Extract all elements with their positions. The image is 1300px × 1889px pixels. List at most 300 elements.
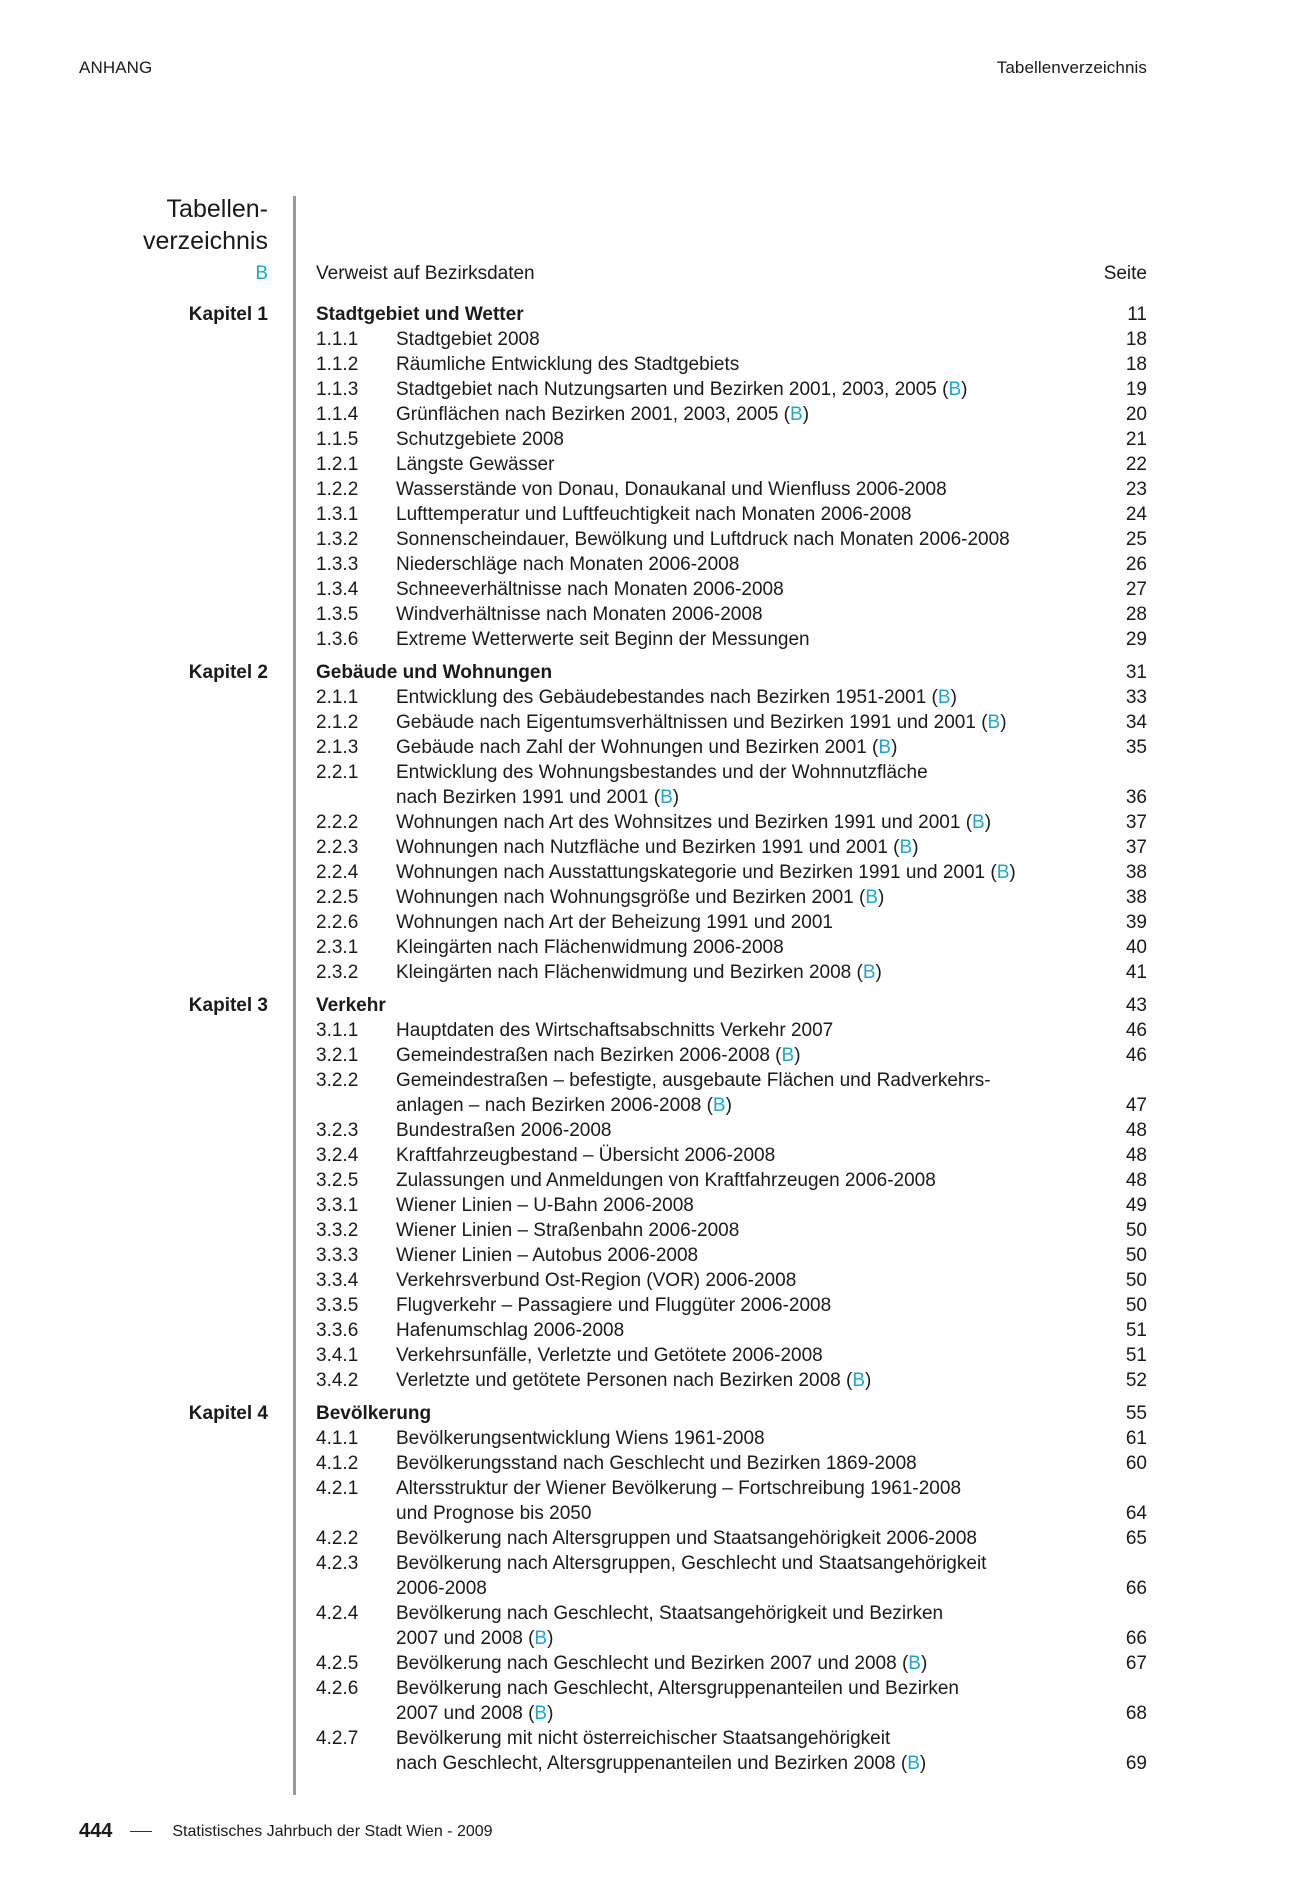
- table-page: 47: [1125, 1095, 1147, 1116]
- table-number: 3.2.1: [316, 1045, 359, 1066]
- district-data-marker: B: [781, 1045, 795, 1066]
- table-title: [396, 1726, 890, 1751]
- chapter-page: 11: [1127, 304, 1147, 325]
- table-title: [396, 1293, 831, 1318]
- table-number: 2.1.2: [316, 712, 359, 733]
- table-title: nach Bezirken 1991 und 2001 (B): [396, 787, 680, 808]
- table-title-text: Bevölkerung nach Geschlecht und Bezirken 2007 und 2008: [396, 1653, 897, 1674]
- table-title-text: anlagen – nach Bezirken 2006-2008: [396, 1095, 702, 1116]
- table-title-text: Wiener Linien – Autobus 2006-2008: [396, 1245, 699, 1266]
- table-title: [396, 527, 1010, 552]
- table-of-contents: [0, 302, 1300, 1784]
- table-title: [396, 1118, 612, 1143]
- footer-dash: [130, 1831, 152, 1833]
- table-title-text: Lufttemperatur und Luftfeuchtigkeit nach Monaten 2006-2008: [396, 504, 912, 525]
- district-data-marker: B: [534, 1628, 548, 1649]
- table-number: 2.1.1: [316, 687, 359, 708]
- table-page: 18: [1125, 329, 1147, 350]
- table-title: Wohnungen nach Art des Wohnsitzes und Bezirken 1991 und 2001 (B): [396, 812, 992, 833]
- table-title-text: Kraftfahrzeugbestand – Übersicht 2006-2008: [396, 1145, 776, 1166]
- table-title-text: Bevölkerung nach Altersgruppen und Staatsangehörigkeit 2006-2008: [396, 1528, 977, 1549]
- district-data-marker: B: [660, 787, 673, 808]
- chapter-label: Kapitel 2: [188, 662, 268, 683]
- legend-row: [316, 263, 1147, 288]
- chapter-section: [0, 1401, 1300, 1776]
- toc-entry-row: [0, 960, 1300, 985]
- table-number: 1.1.2: [316, 354, 359, 375]
- legend-text: Verweist auf Bezirksdaten: [316, 263, 535, 284]
- table-title: [396, 1526, 977, 1551]
- chapter-label: Kapitel 1: [188, 304, 268, 325]
- table-page: 33: [1125, 687, 1147, 708]
- toc-entry-row: [0, 352, 1300, 377]
- table-number: 2.3.1: [316, 937, 359, 958]
- page-column-header: Seite: [1103, 263, 1147, 284]
- table-number: 3.3.2: [316, 1220, 359, 1241]
- table-title: Wohnungen nach Ausstattungskategorie und Bezirken 1991 und 2001 (B): [396, 862, 1016, 883]
- toc-entry-row: [0, 1501, 1300, 1526]
- table-number: 2.2.6: [316, 912, 359, 933]
- chapter-label: Kapitel 3: [188, 995, 268, 1016]
- table-title: Bevölkerung nach Geschlecht und Bezirken 2007 und 2008 (B): [396, 1653, 928, 1674]
- toc-entry-row: [0, 1476, 1300, 1501]
- table-title: [396, 1143, 775, 1168]
- toc-entry-row: [0, 1093, 1300, 1118]
- table-title: [396, 1268, 796, 1293]
- table-title-text: 2007 und 2008: [396, 1703, 523, 1724]
- page-number: 444: [79, 1820, 113, 1842]
- table-page: 35: [1125, 737, 1147, 758]
- table-page: 68: [1125, 1703, 1147, 1724]
- table-page: 23: [1125, 479, 1147, 500]
- table-number: 3.3.6: [316, 1320, 359, 1341]
- running-header-title: Tabellenverzeichnis: [996, 58, 1147, 77]
- table-number: 3.3.4: [316, 1270, 359, 1291]
- table-title-text: Bevölkerung mit nicht österreichischer Staatsangehörigkeit: [396, 1728, 891, 1749]
- table-title: [396, 1068, 991, 1093]
- table-page: 60: [1125, 1453, 1147, 1474]
- table-title-text: Niederschläge nach Monaten 2006-2008: [396, 554, 740, 575]
- chapter-section: [0, 660, 1300, 985]
- table-title-text: nach Bezirken 1991 und 2001: [396, 787, 649, 808]
- table-title-text: Bundestraßen 2006-2008: [396, 1120, 612, 1141]
- table-title-text: Bevölkerung nach Geschlecht, Staatsangehörigkeit und Bezirken: [396, 1603, 944, 1624]
- district-data-marker: B: [908, 1653, 921, 1674]
- toc-entry-row: [0, 1726, 1300, 1751]
- toc-entry-row: [0, 427, 1300, 452]
- chapter-heading-row: [0, 1401, 1300, 1426]
- toc-entry-row: [0, 1118, 1300, 1143]
- table-title-text: Gebäude nach Eigentumsverhältnissen und Bezirken 1991 und 2001: [396, 712, 976, 733]
- table-page: 22: [1125, 454, 1147, 475]
- table-number: 3.4.1: [316, 1345, 359, 1366]
- table-number: 1.3.5: [316, 604, 359, 625]
- table-title-text: und Prognose bis 2050: [396, 1503, 592, 1524]
- toc-entry-row: [0, 1368, 1300, 1393]
- chapter-page: 43: [1125, 995, 1147, 1016]
- toc-entry-row: [0, 1143, 1300, 1168]
- table-title: 2007 und 2008 (B): [396, 1628, 554, 1649]
- table-number: 4.2.7: [316, 1728, 359, 1749]
- table-title-text: Entwicklung des Wohnungsbestandes und der Wohnnutzfläche: [396, 762, 928, 783]
- toc-entry-row: [0, 1576, 1300, 1601]
- table-title-text: Wasserstände von Donau, Donaukanal und Wienfluss 2006-2008: [396, 479, 947, 500]
- table-title: Gemeindestraßen nach Bezirken 2006-2008 (B): [396, 1045, 801, 1066]
- table-title: [396, 477, 947, 502]
- table-page: 25: [1125, 529, 1147, 550]
- toc-entry-row: [0, 935, 1300, 960]
- table-title-text: Bevölkerungsentwicklung Wiens 1961-2008: [396, 1428, 765, 1449]
- table-title: [396, 1476, 961, 1501]
- table-number: 1.3.4: [316, 579, 359, 600]
- table-title-text: Hauptdaten des Wirtschaftsabschnitts Verkehr 2007: [396, 1020, 834, 1041]
- table-number: 3.3.3: [316, 1245, 359, 1266]
- table-number: 1.3.2: [316, 529, 359, 550]
- table-page: 39: [1125, 912, 1147, 933]
- toc-entry-row: [0, 1268, 1300, 1293]
- page-title-line1: Tabellen-: [166, 195, 268, 223]
- toc-entry-row: [0, 552, 1300, 577]
- district-data-marker: B: [937, 687, 951, 708]
- toc-entry-row: [0, 577, 1300, 602]
- page-title-line2: verzeichnis: [142, 227, 268, 255]
- table-number: 3.4.2: [316, 1370, 359, 1391]
- chapter-label: Kapitel 4: [188, 1403, 268, 1424]
- table-number: 4.1.1: [316, 1428, 359, 1449]
- table-title: [396, 602, 763, 627]
- table-title: Wohnungen nach Wohnungsgröße und Bezirken 2001 (B): [396, 887, 885, 908]
- table-page: 46: [1125, 1020, 1147, 1041]
- chapter-heading-row: [0, 993, 1300, 1018]
- table-title: [396, 1426, 765, 1451]
- district-data-marker: B: [907, 1753, 920, 1774]
- table-title-text: Zulassungen und Anmeldungen von Kraftfahrzeugen 2006-2008: [396, 1170, 936, 1191]
- table-page: 34: [1125, 712, 1147, 733]
- table-title: [396, 1676, 959, 1701]
- toc-entry-row: [0, 1651, 1300, 1676]
- table-title: nach Geschlecht, Altersgruppenanteilen und Bezirken 2008 (B): [396, 1753, 927, 1774]
- toc-entry-row: [0, 685, 1300, 710]
- toc-entry-row: [0, 377, 1300, 402]
- toc-entry-row: [0, 860, 1300, 885]
- table-number: 2.3.2: [316, 962, 359, 983]
- table-number: 3.2.2: [316, 1070, 359, 1091]
- toc-entry-row: [0, 1293, 1300, 1318]
- table-page: 51: [1125, 1320, 1147, 1341]
- table-number: 1.1.5: [316, 429, 359, 450]
- chapter-title: Gebäude und Wohnungen: [316, 662, 553, 683]
- table-title-text: Kleingärten nach Flächenwidmung und Bezirken 2008: [396, 962, 852, 983]
- table-number: 1.3.1: [316, 504, 359, 525]
- table-number: 1.2.1: [316, 454, 359, 475]
- toc-entry-row: [0, 527, 1300, 552]
- district-data-marker: B: [948, 379, 962, 400]
- table-page: 18: [1125, 354, 1147, 375]
- toc-entry-row: [0, 1701, 1300, 1726]
- table-title-text: Verletzte und getötete Personen nach Bezirken 2008: [396, 1370, 841, 1391]
- table-title: [396, 502, 911, 527]
- table-title-text: Entwicklung des Gebäudebestandes nach Bezirken 1951-2001: [396, 687, 927, 708]
- table-title: [396, 352, 739, 377]
- table-page: 50: [1125, 1245, 1147, 1266]
- table-page: 21: [1125, 429, 1147, 450]
- table-page: 41: [1125, 962, 1147, 983]
- chapter-title: Stadtgebiet und Wetter: [316, 304, 524, 325]
- table-number: 3.2.4: [316, 1145, 359, 1166]
- table-number: 4.2.1: [316, 1478, 359, 1499]
- table-title-text: Wohnungen nach Art der Beheizung 1991 und 2001: [396, 912, 833, 933]
- table-title: [396, 1018, 833, 1043]
- table-title-text: Wohnungen nach Nutzfläche und Bezirken 1991 und 2001: [396, 837, 888, 858]
- district-data-marker: B: [865, 887, 879, 908]
- table-page: 24: [1125, 504, 1147, 525]
- table-title-text: Räumliche Entwicklung des Stadtgebiets: [396, 354, 740, 375]
- table-page: 46: [1125, 1045, 1147, 1066]
- district-data-marker: B: [899, 837, 913, 858]
- table-title: [396, 935, 784, 960]
- table-number: 1.1.3: [316, 379, 359, 400]
- table-page: 69: [1125, 1753, 1147, 1774]
- table-title: Grünflächen nach Bezirken 2001, 2003, 2005 (B): [396, 404, 810, 425]
- table-page: 37: [1125, 837, 1147, 858]
- table-page: 48: [1125, 1145, 1147, 1166]
- table-title-text: Verkehrsunfälle, Verletzte und Getötete 2006-2008: [396, 1345, 823, 1366]
- toc-entry-row: [0, 1318, 1300, 1343]
- table-page: 38: [1125, 887, 1147, 908]
- table-number: 1.1.1: [316, 329, 359, 350]
- table-number: 1.3.6: [316, 629, 359, 650]
- table-page: 19: [1125, 379, 1147, 400]
- table-number: 3.3.5: [316, 1295, 359, 1316]
- table-title: [396, 452, 554, 477]
- toc-entry-row: [0, 327, 1300, 352]
- toc-entry-row: [0, 735, 1300, 760]
- chapter-section: [0, 993, 1300, 1393]
- table-title-text: Bevölkerung nach Altersgruppen, Geschlecht und Staatsangehörigkeit: [396, 1553, 987, 1574]
- toc-entry-row: [0, 1626, 1300, 1651]
- table-number: 2.2.1: [316, 762, 359, 783]
- table-title-text: Schneeverhältnisse nach Monaten 2006-2008: [396, 579, 784, 600]
- district-data-marker: B: [862, 962, 876, 983]
- table-page: 49: [1125, 1195, 1147, 1216]
- table-title-text: Gemeindestraßen nach Bezirken 2006-2008: [396, 1045, 770, 1066]
- toc-entry-row: [0, 710, 1300, 735]
- page-title: [60, 193, 268, 257]
- table-title: Gebäude nach Zahl der Wohnungen und Bezirken 2001 (B): [396, 737, 898, 758]
- table-page: 37: [1125, 812, 1147, 833]
- table-title: [396, 1318, 624, 1343]
- table-page: 27: [1125, 579, 1147, 600]
- table-title: [396, 1193, 694, 1218]
- table-title-text: Stadtgebiet 2008: [396, 329, 540, 350]
- table-title-text: Gemeindestraßen – befestigte, ausgebaute Flächen und Radverkehrs-: [396, 1070, 991, 1091]
- table-page: 52: [1125, 1370, 1147, 1391]
- toc-entry-row: [0, 502, 1300, 527]
- table-title: [396, 427, 564, 452]
- table-number: 2.2.5: [316, 887, 359, 908]
- publication-title: Statistisches Jahrbuch der Stadt Wien - 2009: [172, 1822, 493, 1840]
- table-title-text: Bevölkerung nach Geschlecht, Altersgruppenanteilen und Bezirken: [396, 1678, 959, 1699]
- table-title: anlagen – nach Bezirken 2006-2008 (B): [396, 1095, 732, 1116]
- toc-entry-row: [0, 1018, 1300, 1043]
- table-title-text: Längste Gewässer: [396, 454, 555, 475]
- toc-entry-row: [0, 1601, 1300, 1626]
- chapter-title: Bevölkerung: [316, 1403, 432, 1424]
- toc-entry-row: [0, 1343, 1300, 1368]
- district-data-marker: B: [790, 404, 803, 425]
- table-number: 1.3.3: [316, 554, 359, 575]
- table-page: 38: [1125, 862, 1147, 883]
- table-page: 50: [1125, 1295, 1147, 1316]
- table-title: Kleingärten nach Flächenwidmung und Bezirken 2008 (B): [396, 962, 882, 983]
- table-page: 26: [1125, 554, 1147, 575]
- table-title-text: Extreme Wetterwerte seit Beginn der Messungen: [396, 629, 810, 650]
- table-number: 4.2.6: [316, 1678, 359, 1699]
- table-title-text: Flugverkehr – Passagiere und Fluggüter 2006-2008: [396, 1295, 832, 1316]
- district-data-marker: B: [987, 712, 1001, 733]
- table-number: 1.2.2: [316, 479, 359, 500]
- table-number: 3.2.3: [316, 1120, 359, 1141]
- table-title: Gebäude nach Eigentumsverhältnissen und Bezirken 1991 und 2001 (B): [396, 712, 1007, 733]
- running-header-section: ANHANG: [79, 58, 153, 77]
- table-title-text: Wohnungen nach Art des Wohnsitzes und Bezirken 1991 und 2001: [396, 812, 961, 833]
- table-title: [396, 910, 833, 935]
- chapter-page: 55: [1125, 1403, 1147, 1424]
- table-title-text: Kleingärten nach Flächenwidmung 2006-2008: [396, 937, 784, 958]
- table-title: [396, 552, 739, 577]
- table-title-text: Windverhältnisse nach Monaten 2006-2008: [396, 604, 763, 625]
- table-title: Entwicklung des Gebäudebestandes nach Bezirken 1951-2001 (B): [396, 687, 957, 708]
- table-page: 36: [1125, 787, 1147, 808]
- table-page: 66: [1125, 1578, 1147, 1599]
- toc-entry-row: [0, 1551, 1300, 1576]
- table-number: 2.1.3: [316, 737, 359, 758]
- table-page: 61: [1125, 1428, 1147, 1449]
- toc-entry-row: [0, 402, 1300, 427]
- table-number: 3.1.1: [316, 1020, 359, 1041]
- table-title: 2007 und 2008 (B): [396, 1703, 554, 1724]
- toc-entry-row: [0, 477, 1300, 502]
- table-title-text: Hafenumschlag 2006-2008: [396, 1320, 625, 1341]
- table-title-text: Schutzgebiete 2008: [396, 429, 564, 450]
- table-title: [396, 1343, 823, 1368]
- legend-key-b: B: [255, 263, 268, 284]
- table-title-text: Verkehrsverbund Ost-Region (VOR) 2006-2008: [396, 1270, 797, 1291]
- table-title-text: Wohnungen nach Ausstattungskategorie und Bezirken 1991 und 2001: [396, 862, 986, 883]
- table-title: Verletzte und getötete Personen nach Bezirken 2008 (B): [396, 1370, 872, 1391]
- toc-entry-row: [0, 1218, 1300, 1243]
- table-title-text: Stadtgebiet nach Nutzungsarten und Bezirken 2001, 2003, 2005: [396, 379, 937, 400]
- district-data-marker: B: [996, 862, 1010, 883]
- table-page: 40: [1125, 937, 1147, 958]
- table-number: 2.2.4: [316, 862, 359, 883]
- toc-entry-row: [0, 785, 1300, 810]
- table-number: 4.2.5: [316, 1653, 359, 1674]
- table-title-text: Wohnungen nach Wohnungsgröße und Bezirken 2001: [396, 887, 854, 908]
- table-page: 48: [1125, 1120, 1147, 1141]
- toc-entry-row: [0, 1193, 1300, 1218]
- table-page: 50: [1125, 1220, 1147, 1241]
- table-title-text: Wiener Linien – Straßenbahn 2006-2008: [396, 1220, 740, 1241]
- toc-entry-row: [0, 1168, 1300, 1193]
- table-title: Wohnungen nach Nutzfläche und Bezirken 1991 und 2001 (B): [396, 837, 919, 858]
- table-title-text: Sonnenscheindauer, Bewölkung und Luftdruck nach Monaten 2006-2008: [396, 529, 1010, 550]
- table-title: [396, 760, 928, 785]
- table-number: 3.3.1: [316, 1195, 359, 1216]
- chapter-heading-row: [0, 302, 1300, 327]
- table-title: [396, 1218, 739, 1243]
- toc-entry-row: [0, 885, 1300, 910]
- table-page: 50: [1125, 1270, 1147, 1291]
- table-title-text: Wiener Linien – U-Bahn 2006-2008: [396, 1195, 694, 1216]
- toc-entry-row: [0, 1426, 1300, 1451]
- toc-entry-row: [0, 1243, 1300, 1268]
- table-title-text: Grünflächen nach Bezirken 2001, 2003, 2005: [396, 404, 779, 425]
- toc-entry-row: [0, 602, 1300, 627]
- toc-entry-row: [0, 835, 1300, 860]
- table-title-text: nach Geschlecht, Altersgruppenanteilen und Bezirken 2008: [396, 1753, 896, 1774]
- table-title-text: 2006-2008: [396, 1578, 487, 1599]
- table-title-text: 2007 und 2008: [396, 1628, 523, 1649]
- table-number: 4.2.3: [316, 1553, 359, 1574]
- table-title: [396, 1551, 986, 1576]
- table-title-text: Bevölkerungsstand nach Geschlecht und Bezirken 1869-2008: [396, 1453, 917, 1474]
- district-data-marker: B: [878, 737, 892, 758]
- toc-entry-row: [0, 1068, 1300, 1093]
- table-title-text: Altersstruktur der Wiener Bevölkerung – Fortschreibung 1961-2008: [396, 1478, 962, 1499]
- table-number: 1.1.4: [316, 404, 359, 425]
- chapter-title: Verkehr: [316, 995, 386, 1016]
- table-title: [396, 1243, 698, 1268]
- table-number: 3.2.5: [316, 1170, 359, 1191]
- table-title: [396, 1576, 487, 1601]
- table-title: [396, 1501, 591, 1526]
- table-page: 28: [1125, 604, 1147, 625]
- chapter-heading-row: [0, 660, 1300, 685]
- table-page: 48: [1125, 1170, 1147, 1191]
- toc-entry-row: [0, 1526, 1300, 1551]
- toc-entry-row: [0, 1676, 1300, 1701]
- table-title: [396, 1451, 917, 1476]
- table-title: [396, 1168, 936, 1193]
- table-page: 67: [1125, 1653, 1147, 1674]
- toc-entry-row: [0, 760, 1300, 785]
- table-number: 4.1.2: [316, 1453, 359, 1474]
- toc-entry-row: [0, 1043, 1300, 1068]
- table-number: 2.2.2: [316, 812, 359, 833]
- toc-entry-row: [0, 1751, 1300, 1776]
- toc-entry-row: [0, 810, 1300, 835]
- page-footer: [79, 1820, 493, 1843]
- table-number: 4.2.2: [316, 1528, 359, 1549]
- table-title-text: Gebäude nach Zahl der Wohnungen und Bezirken 2001: [396, 737, 867, 758]
- table-title: [396, 1601, 943, 1626]
- district-data-marker: B: [972, 812, 985, 833]
- district-data-marker: B: [712, 1095, 726, 1116]
- district-data-marker: B: [534, 1703, 548, 1724]
- table-page: 64: [1125, 1503, 1147, 1524]
- toc-entry-row: [0, 452, 1300, 477]
- chapter-section: [0, 302, 1300, 652]
- table-title: [396, 327, 540, 352]
- table-title: [396, 577, 784, 602]
- toc-entry-row: [0, 910, 1300, 935]
- table-number: 4.2.4: [316, 1603, 359, 1624]
- table-number: 2.2.3: [316, 837, 359, 858]
- table-page: 65: [1125, 1528, 1147, 1549]
- table-page: 51: [1125, 1345, 1147, 1366]
- district-data-marker: B: [852, 1370, 865, 1391]
